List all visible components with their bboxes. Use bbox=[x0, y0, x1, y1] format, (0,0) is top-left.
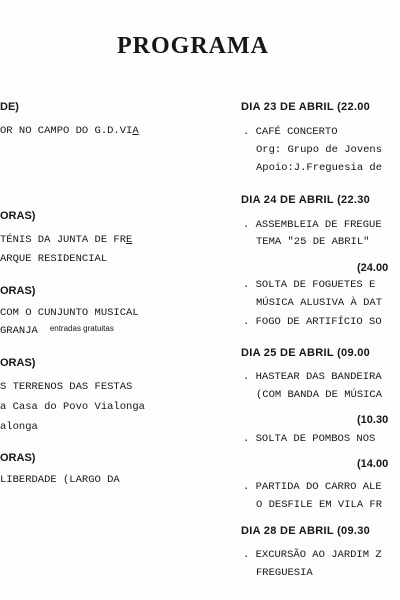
left-line-4a: S TERRENOS DAS FESTAS bbox=[0, 381, 133, 393]
left-time-heading-5: ORAS) bbox=[0, 452, 36, 464]
item-solta-foguetes-musica: MÚSICA ALUSIVA À DAT bbox=[256, 297, 383, 309]
left-line-3b-text: GRANJA bbox=[0, 325, 38, 337]
left-line-1-underlined: A bbox=[132, 125, 139, 137]
item-assembleia: . ASSEMBLEIA DE FREGUE bbox=[243, 219, 382, 231]
left-line-3a: COM O CUNJUNTO MUSICAL bbox=[0, 307, 139, 319]
time-10-30: (10.30 bbox=[357, 414, 389, 426]
time-24-00: (24.00 bbox=[357, 262, 389, 274]
day-heading-24: DIA 24 DE ABRIL (22.30 bbox=[241, 194, 371, 206]
item-cafe-concerto: . CAFÉ CONCERTO bbox=[243, 126, 338, 138]
item-excursao: . EXCURSÃO AO JARDIM Z bbox=[243, 549, 382, 561]
item-hastear-bandeiras: . HASTEAR DAS BANDEIRA bbox=[243, 371, 382, 383]
left-line-4b: a Casa do Povo Vialonga bbox=[0, 401, 145, 413]
left-line-5: LIBERDADE (LARGO DA bbox=[0, 474, 120, 486]
item-cafe-concerto-apoio: Apoio:J.Freguesia de bbox=[256, 162, 383, 174]
item-partida-carro: . PARTIDA DO CARRO ALE bbox=[243, 481, 382, 493]
left-line-2a-underlined: E bbox=[126, 234, 133, 246]
left-time-heading-1: DE) bbox=[0, 101, 19, 113]
left-line-2b: ARQUE RESIDENCIAL bbox=[0, 253, 108, 265]
item-solta-foguetes: . SOLTA DE FOGUETES E bbox=[243, 279, 376, 291]
left-time-heading-2: ORAS) bbox=[0, 210, 36, 222]
item-solta-pombos: . SOLTA DE POMBOS NOS bbox=[243, 433, 376, 445]
day-heading-23: DIA 23 DE ABRIL (22.00 bbox=[241, 101, 371, 113]
day-heading-28: DIA 28 DE ABRIL (09.30 bbox=[241, 525, 371, 537]
item-fogo-artificio: . FOGO DE ARTIFÍCIO SO bbox=[243, 316, 382, 328]
left-time-heading-4: ORAS) bbox=[0, 357, 36, 369]
left-line-4c: alonga bbox=[0, 421, 38, 433]
left-line-3b-note: entradas gratuitas bbox=[49, 324, 114, 333]
item-assembleia-tema: TEMA "25 DE ABRIL" bbox=[256, 236, 370, 248]
page-title: PROGRAMA bbox=[117, 33, 269, 59]
item-hastear-banda: (COM BANDA DE MÚSICA bbox=[256, 389, 383, 401]
day-heading-25: DIA 25 DE ABRIL (09.00 bbox=[241, 347, 371, 359]
item-desfile: O DESFILE EM VILA FR bbox=[256, 499, 383, 511]
left-line-2a-text: TÉNIS DA JUNTA DE FR bbox=[0, 234, 127, 246]
left-line-2a bbox=[0, 234, 132, 246]
left-line-1 bbox=[0, 125, 139, 137]
time-14-00: (14.00 bbox=[357, 458, 389, 470]
left-time-heading-3: ORAS) bbox=[0, 285, 36, 297]
item-excursao-freguesia: FREGUESIA bbox=[256, 567, 313, 579]
left-line-1-text: OR NO CAMPO DO G.D.VI bbox=[0, 125, 133, 137]
left-line-3b bbox=[0, 325, 114, 337]
item-cafe-concerto-org: Org: Grupo de Jovens bbox=[256, 144, 383, 156]
